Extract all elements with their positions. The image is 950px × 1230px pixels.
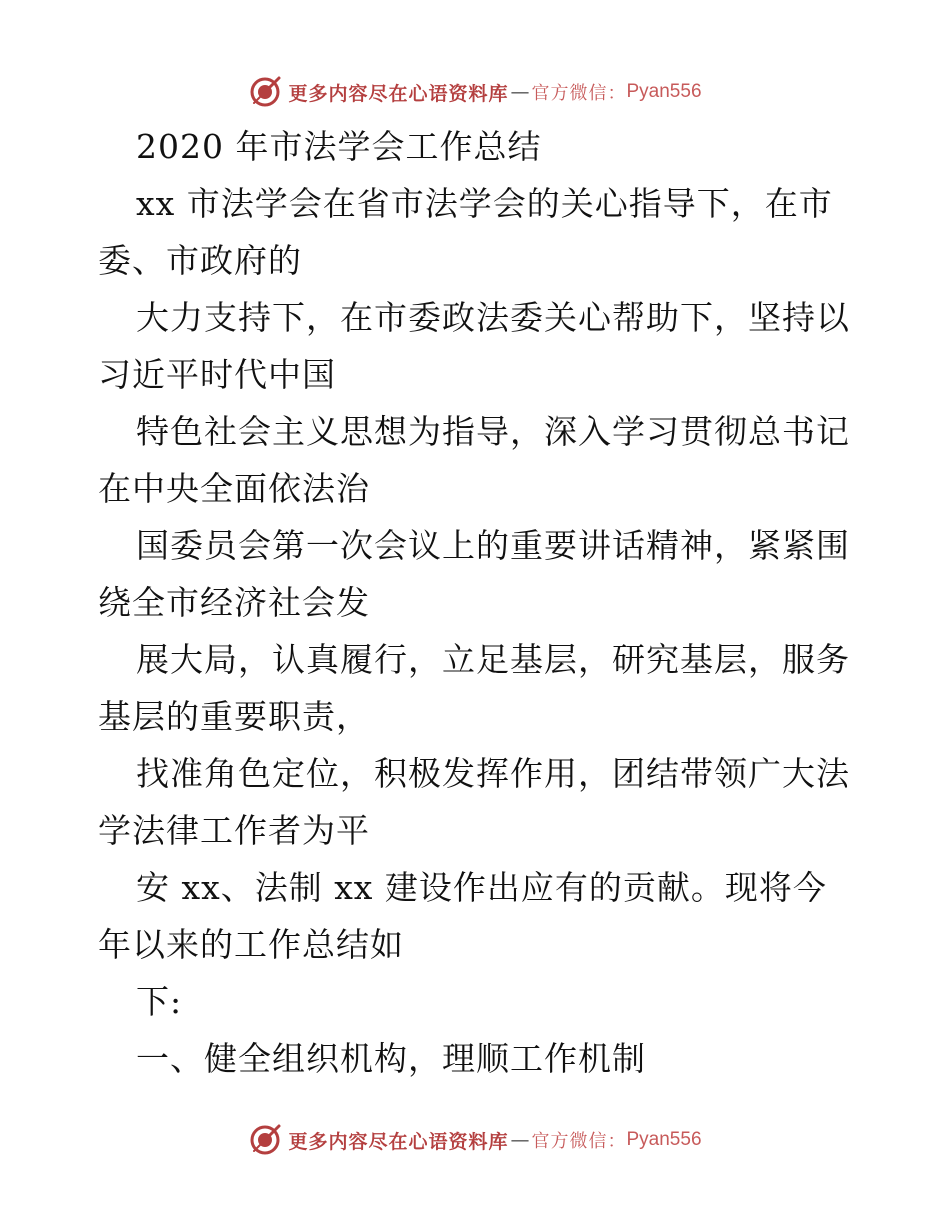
watermark-main-text: 更多内容尽在心语资料库	[288, 1130, 509, 1153]
pen-logo-icon	[248, 75, 282, 109]
paragraph-line: 委、市政府的	[98, 241, 302, 280]
watermark-main-text: 更多内容尽在心语资料库	[288, 82, 509, 105]
document-title: 2020 年市法学会工作总结	[136, 127, 542, 166]
watermark-separator: —	[510, 1129, 530, 1151]
paragraph-line: 绕全市经济社会发	[98, 583, 370, 622]
paragraph-line: xx 市法学会在省市法学会的关心指导下，在市	[136, 184, 833, 223]
paragraph-line: 找准角色定位，积极发挥作用，团结带领广大法	[136, 754, 850, 793]
watermark-sub-text: 官方微信：	[531, 1131, 627, 1152]
paragraph-line: 下:	[136, 982, 183, 1021]
paragraph-line: 国委员会第一次会议上的重要讲话精神，紧紧围	[136, 526, 850, 565]
watermark-wechat-id: Pyan556	[626, 81, 702, 102]
paragraph-line: 习近平时代中国	[98, 355, 336, 394]
paragraph-line: 大力支持下，在市委政法委关心帮助下，坚持以	[136, 298, 850, 337]
section-heading: 一、健全组织机构，理顺工作机制	[136, 1039, 646, 1078]
paragraph-line: 安 xx、法制 xx 建设作出应有的贡献。现将今	[136, 868, 827, 907]
footer-watermark	[0, 1120, 950, 1160]
paragraph-line: 年以来的工作总结如	[98, 925, 404, 964]
pen-logo-icon	[248, 1123, 282, 1157]
document-body	[98, 118, 858, 1087]
watermark-wechat-id: Pyan556	[626, 1129, 702, 1150]
paragraph-line: 特色社会主义思想为指导，深入学习贯彻总书记	[136, 412, 850, 451]
watermark-sub-text: 官方微信：	[531, 83, 627, 104]
watermark-separator: —	[510, 81, 530, 103]
header-watermark	[0, 72, 950, 112]
paragraph-line: 学法律工作者为平	[98, 811, 370, 850]
paragraph-line: 基层的重要职责，	[98, 697, 370, 736]
paragraph-line: 在中央全面依法治	[98, 469, 370, 508]
paragraph-line: 展大局，认真履行，立足基层，研究基层，服务	[136, 640, 850, 679]
